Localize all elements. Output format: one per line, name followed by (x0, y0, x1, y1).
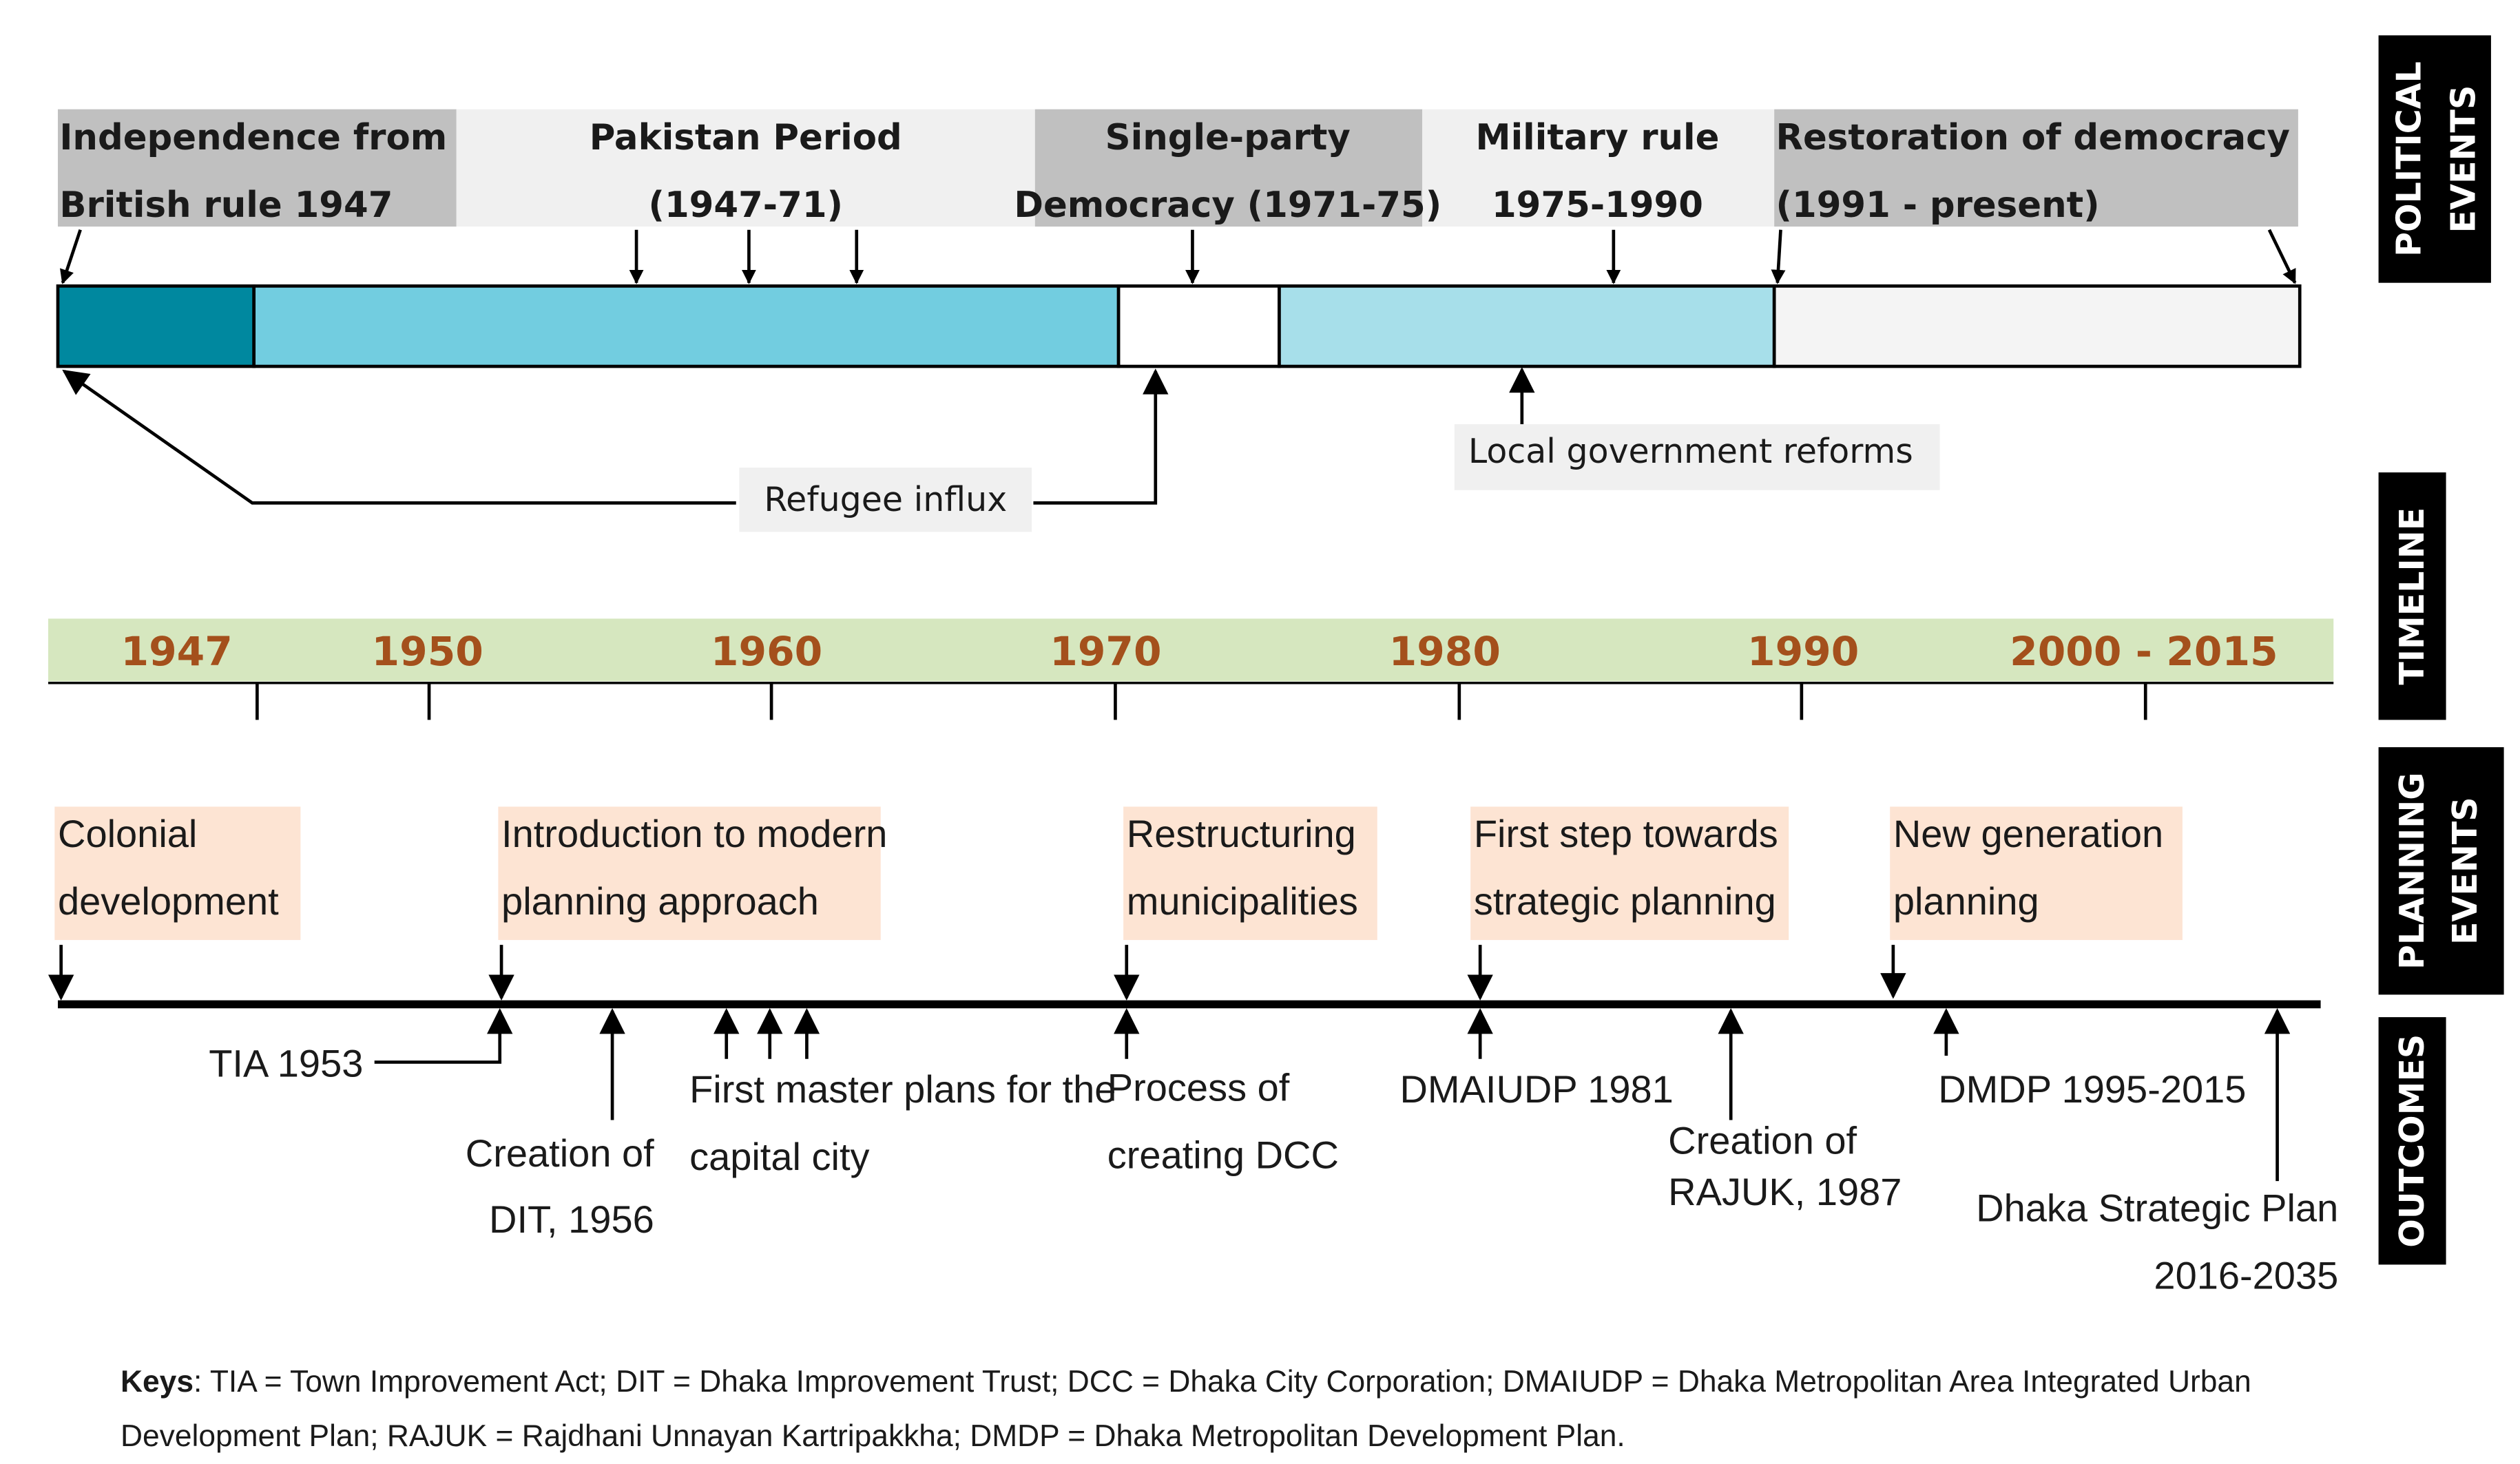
bar-segment-independence (58, 286, 254, 366)
arrow-independence (63, 230, 81, 283)
planning-modern-line1: Introduction to modern (501, 811, 888, 855)
period-pakistan-line2: (1947-71) (648, 185, 844, 227)
side-label-planning-line1: PLANNING (2392, 772, 2432, 970)
planning-new-generation-line2: planning (1893, 879, 2039, 923)
year-label-1990: 1990 (1747, 628, 1860, 676)
outcome-rajuk-line2: RAJUK, 1987 (1668, 1170, 1902, 1214)
outcome-dit-line1: Creation of (465, 1131, 654, 1175)
planning-arrows (61, 945, 1893, 998)
local-government-reforms (1455, 370, 1940, 490)
period-single-party-line1: Single-party (1105, 117, 1351, 159)
year-label-1950: 1950 (371, 628, 483, 676)
planning-restructuring-line1: Restructuring (1126, 811, 1356, 855)
arrow-outcome-tia (375, 1011, 500, 1063)
year-label-1970: 1970 (1050, 628, 1162, 676)
bar-segment-pakistan (254, 286, 1118, 366)
planning-events (54, 806, 2183, 940)
period-pakistan-line1: Pakistan Period (589, 117, 902, 159)
side-label-political-line1: POLITICAL (2389, 61, 2429, 257)
refugee-influx-connector (64, 371, 1155, 532)
bar-segment-single-party (1118, 286, 1279, 366)
period-single-party-line2: Democracy (1971-75) (1014, 185, 1442, 227)
planning-strategic-line1: First step towards (1473, 811, 1778, 855)
period-democracy-line2: (1991 - present) (1776, 185, 2100, 227)
side-label-outcomes (2379, 1017, 2446, 1264)
outcome-dit-line2: DIT, 1956 (489, 1197, 654, 1241)
period-independence-line1: Independence from (59, 117, 448, 159)
political-arrows (63, 230, 2295, 283)
outcome-dsp-line1: Dhaka Strategic Plan (1976, 1186, 2339, 1230)
outcome-dsp-line2: 2016-2035 (2154, 1253, 2339, 1297)
outcome-dmdp: DMDP 1995-2015 (1938, 1067, 2247, 1111)
keys-label: Keys (121, 1364, 194, 1399)
keys-line1 (121, 1365, 2251, 1399)
local-gov-label: Local government reforms (1468, 432, 1913, 472)
outcome-master-line2: capital city (689, 1134, 870, 1178)
period-democracy-line1: Restoration of democracy (1776, 117, 2290, 159)
period-military-line2: 1975-1990 (1491, 185, 1704, 227)
political-periods (58, 109, 2298, 227)
planning-strategic-line2: strategic planning (1473, 879, 1776, 923)
outcome-labels (209, 1041, 2338, 1297)
arrow-democracy (1778, 230, 1781, 283)
side-label-outcomes-text: OUTCOMES (2392, 1034, 2432, 1248)
outcome-master-line1: First master plans for the (689, 1067, 1116, 1111)
keys-line2: Development Plan; RAJUK = Rajdhani Unnayan Kartripakkha; DMDP = Dhaka Metropolitan Development Plan. (121, 1419, 1625, 1454)
keys-text-line1: : TIA = Town Improvement Act; DIT = Dhaka Improvement Trust; DCC = Dhaka City Corporation; DMAIUDP = Dhaka Metropolitan Area Integrated Urban (193, 1364, 2251, 1399)
side-label-planning-line2: EVENTS (2445, 797, 2485, 945)
year-label-1960: 1960 (710, 628, 823, 676)
bar-segment-military (1279, 286, 1774, 366)
planning-colonial-line1: Colonial (58, 811, 198, 855)
period-independence-line2: British rule 1947 (59, 185, 393, 227)
year-label-1947: 1947 (121, 628, 233, 676)
bar-segment-democracy (1774, 286, 2300, 366)
outcome-dmaiudp: DMAIUDP 1981 (1399, 1067, 1674, 1111)
side-label-political-line2: EVENTS (2444, 85, 2483, 233)
arrow-refugee-right (1033, 371, 1155, 503)
planning-restructuring-line2: municipalities (1126, 879, 1358, 923)
outcome-dcc-line2: creating DCC (1107, 1133, 1339, 1177)
outcome-rajuk-line1: Creation of (1668, 1118, 1857, 1162)
side-label-political (2379, 35, 2491, 282)
refugee-influx-label: Refugee influx (764, 480, 1008, 520)
year-label-1980: 1980 (1388, 628, 1501, 676)
side-label-planning (2379, 747, 2504, 994)
side-label-timeline-text: TIMELINE (2392, 507, 2432, 685)
timeline-band (48, 618, 2333, 720)
planning-colonial-line2: development (58, 879, 279, 923)
planning-new-generation-line1: New generation (1893, 811, 2164, 855)
period-bar (58, 286, 2300, 366)
arrow-refugee-left (64, 371, 736, 503)
outcome-tia: TIA 1953 (209, 1041, 364, 1085)
arrow-present (2269, 230, 2295, 283)
period-military-line1: Military rule (1475, 117, 1720, 159)
outcome-dcc-line1: Process of (1107, 1065, 1290, 1109)
year-label-2000-2015: 2000 - 2015 (2010, 628, 2278, 676)
planning-modern-line2: planning approach (501, 879, 819, 923)
side-label-timeline (2379, 472, 2446, 720)
keys-legend (121, 1365, 2251, 1453)
